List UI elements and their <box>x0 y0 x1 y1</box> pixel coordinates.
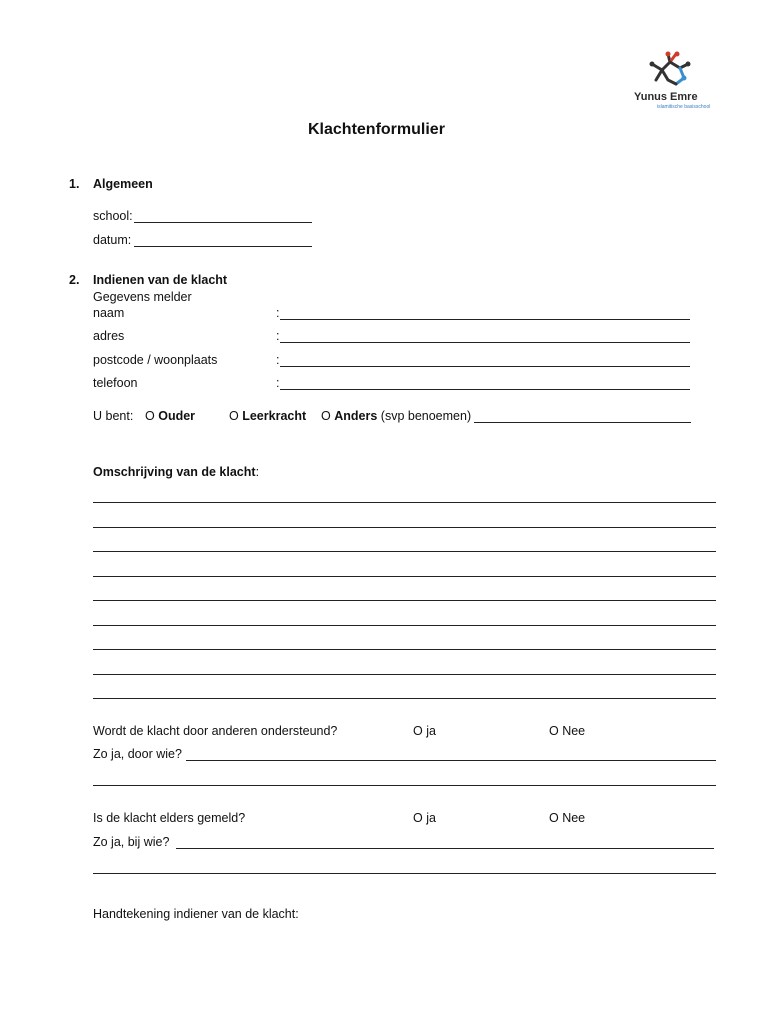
telefoon-field[interactable] <box>280 389 690 390</box>
description-line[interactable] <box>93 600 716 601</box>
description-heading-colon: : <box>255 465 260 479</box>
description-line[interactable] <box>93 625 716 626</box>
telefoon-colon: : <box>276 376 280 390</box>
description-line[interactable] <box>93 698 716 699</box>
role-option-leerkracht-label: Leerkracht <box>242 409 307 423</box>
description-line[interactable] <box>93 674 716 675</box>
question2-extra-line[interactable] <box>93 873 716 874</box>
question1-followup-label: Zo ja, door wie? <box>93 747 182 761</box>
adres-colon: : <box>276 329 280 343</box>
section1-heading: Algemeen <box>93 177 153 191</box>
question2-label: Is de klacht elders gemeld? <box>93 811 246 825</box>
naam-field[interactable] <box>280 319 690 320</box>
role-option-anders-note: (svp benoemen) <box>380 409 472 423</box>
datum-label: datum: <box>93 233 132 247</box>
question2-no-option[interactable]: O Nee <box>549 811 586 825</box>
question1-yes-option[interactable]: O ja <box>413 724 436 738</box>
question2-yes-option[interactable]: O ja <box>413 811 436 825</box>
role-option-anders[interactable] <box>321 409 471 423</box>
role-option-ouder[interactable] <box>145 409 195 423</box>
postcode-label: postcode / woonplaats <box>93 353 218 367</box>
datum-field[interactable] <box>134 246 312 247</box>
school-label: school: <box>93 209 133 223</box>
logo-name: Yunus Emre <box>634 91 698 103</box>
question1-followup-field[interactable] <box>186 760 716 761</box>
role-option-leerkracht[interactable] <box>229 409 306 423</box>
section2-heading: Indienen van de klacht <box>93 273 228 287</box>
anders-field[interactable] <box>474 422 691 423</box>
logo-emblem-icon <box>646 50 694 90</box>
description-line[interactable] <box>93 649 716 650</box>
school-field[interactable] <box>134 222 312 223</box>
radio-bullet: O <box>145 409 155 423</box>
adres-field[interactable] <box>280 342 690 343</box>
logo-subtitle: islamitische basisschool <box>657 104 711 110</box>
question1-label: Wordt de klacht door anderen ondersteund? <box>93 724 338 738</box>
description-line[interactable] <box>93 502 716 503</box>
radio-bullet: O <box>321 409 331 423</box>
description-heading-text: Omschrijving van de klacht <box>93 465 256 479</box>
section1-number: 1. <box>69 177 80 191</box>
postcode-field[interactable] <box>280 366 690 367</box>
question1-extra-line[interactable] <box>93 785 716 786</box>
radio-bullet: O <box>229 409 239 423</box>
role-option-ouder-label: Ouder <box>158 409 196 423</box>
section2-subheading: Gegevens melder <box>93 290 192 304</box>
section2-number: 2. <box>69 273 80 287</box>
role-label: U bent: <box>93 409 134 423</box>
naam-label: naam <box>93 306 125 320</box>
naam-colon: : <box>276 306 280 320</box>
description-line[interactable] <box>93 576 716 577</box>
description-line[interactable] <box>93 551 716 552</box>
adres-label: adres <box>93 329 125 343</box>
description-line[interactable] <box>93 527 716 528</box>
postcode-colon: : <box>276 353 280 367</box>
telefoon-label: telefoon <box>93 376 138 390</box>
description-heading <box>93 465 259 479</box>
question1-no-option[interactable]: O Nee <box>549 724 586 738</box>
page-title: Klachtenformulier <box>308 121 445 138</box>
role-option-anders-label: Anders <box>334 409 378 423</box>
question2-followup-label: Zo ja, bij wie? <box>93 835 170 849</box>
signature-label: Handtekening indiener van de klacht: <box>93 907 299 921</box>
question2-followup-field[interactable] <box>176 848 714 849</box>
